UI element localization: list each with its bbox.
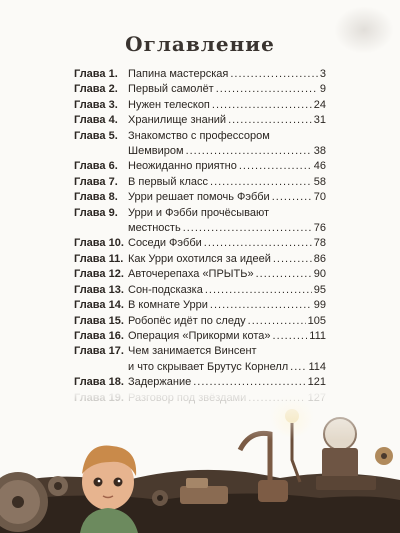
chapter-num: 5. bbox=[108, 129, 118, 142]
toc-entry bbox=[74, 175, 326, 190]
dot-leader bbox=[273, 252, 312, 267]
chapter-prefix: Глава bbox=[74, 299, 106, 312]
dot-leader bbox=[210, 175, 312, 190]
dot-leader bbox=[256, 267, 312, 282]
toc-entry bbox=[74, 98, 326, 113]
page-number: 78 bbox=[313, 237, 326, 250]
chapter-prefix: Глава bbox=[74, 268, 106, 281]
dot-leader bbox=[290, 360, 306, 375]
chapter-title: В первый класс bbox=[128, 175, 209, 188]
chapter-num: 10. bbox=[108, 237, 124, 250]
dot-leader bbox=[248, 314, 306, 329]
chapter-number bbox=[74, 190, 128, 205]
chapter-title: Урри решает помочь Фэбби bbox=[128, 191, 270, 204]
chapter-title: и что скрывает Брутус Корнелл bbox=[128, 360, 289, 373]
chapter-title: Робопёс идёт по следу bbox=[128, 314, 246, 327]
chapter-title: В комнате Урри bbox=[128, 299, 208, 312]
chapter-title: Знакомство с профессором bbox=[128, 129, 270, 142]
dot-leader bbox=[273, 329, 308, 344]
toc-entry bbox=[74, 252, 326, 267]
chapter-prefix: Глава bbox=[74, 98, 106, 111]
chapter-num: 13. bbox=[108, 283, 124, 296]
dot-leader bbox=[193, 375, 305, 390]
page-number: 38 bbox=[313, 145, 326, 158]
toc-entry bbox=[74, 113, 326, 128]
page-number: 9 bbox=[319, 83, 326, 96]
chapter-number bbox=[74, 236, 128, 251]
chapter-title: Урри и Фэбби прочёсывают bbox=[128, 206, 269, 219]
chapter-num: 18. bbox=[108, 376, 124, 389]
chapter-prefix: Глава bbox=[74, 191, 106, 204]
chapter-prefix: Глава bbox=[74, 129, 106, 142]
toc-entry bbox=[74, 344, 326, 375]
chapter-num: 7. bbox=[108, 175, 118, 188]
page-number: 58 bbox=[313, 175, 326, 188]
chapter-title: Папина мастерская bbox=[128, 68, 229, 80]
chapter-prefix: Глава bbox=[74, 175, 106, 188]
chapter-number bbox=[74, 129, 128, 144]
chapter-num: 2. bbox=[108, 83, 118, 96]
page-number: 90 bbox=[313, 268, 326, 281]
chapter-title: Первый самолёт bbox=[128, 83, 214, 96]
toc-entry bbox=[74, 159, 326, 174]
chapter-number bbox=[74, 206, 128, 221]
chapter-prefix: Глава bbox=[74, 237, 106, 250]
chapter-num: 16. bbox=[108, 329, 124, 342]
chapter-num: 1. bbox=[108, 68, 118, 80]
page-number: 3 bbox=[319, 68, 326, 80]
dot-leader bbox=[205, 283, 312, 298]
chapter-title: Шемвиром bbox=[128, 145, 184, 158]
chapter-num: 3. bbox=[108, 98, 118, 111]
toc-entry bbox=[74, 82, 326, 97]
chapter-title: Хранилище знаний bbox=[128, 114, 227, 127]
chapter-num: 11. bbox=[108, 252, 124, 265]
page-number: 46 bbox=[313, 160, 326, 173]
chapter-prefix: Глава bbox=[74, 206, 106, 219]
toc-entry bbox=[74, 329, 326, 344]
chapter-number bbox=[74, 267, 128, 282]
chapter-title: Чем занимается Винсент bbox=[128, 345, 257, 358]
page-number: 76 bbox=[313, 222, 326, 235]
chapter-num: 12. bbox=[108, 268, 124, 281]
toc-entry bbox=[74, 267, 326, 282]
chapter-title: Сон-подсказка bbox=[128, 283, 203, 296]
chapter-title: Неожиданно приятно bbox=[128, 160, 237, 173]
chapter-number bbox=[74, 329, 128, 344]
chapter-number bbox=[74, 314, 128, 329]
chapter-prefix: Глава bbox=[74, 314, 106, 327]
chapter-prefix: Глава bbox=[74, 345, 106, 358]
chapter-number bbox=[74, 252, 128, 267]
toc-entry bbox=[74, 206, 326, 237]
chapter-num: 9. bbox=[108, 206, 118, 219]
toc-entry bbox=[74, 298, 326, 313]
page-number: 31 bbox=[313, 114, 326, 127]
dot-leader bbox=[272, 190, 312, 205]
dot-leader bbox=[186, 144, 312, 159]
chapter-num: 4. bbox=[108, 114, 118, 127]
page-number: 24 bbox=[313, 98, 326, 111]
chapter-title: Операция «Прикорми кота» bbox=[128, 329, 271, 342]
chapter-prefix: Глава bbox=[74, 114, 106, 127]
chapter-title: Нужен телескоп bbox=[128, 98, 210, 111]
table-of-contents bbox=[74, 67, 326, 406]
dot-leader bbox=[216, 82, 318, 97]
chapter-num: 15. bbox=[108, 314, 124, 327]
chapter-num: 6. bbox=[108, 160, 118, 173]
page-number: 105 bbox=[307, 314, 326, 327]
workshop-illustration bbox=[0, 390, 400, 533]
chapter-prefix: Глава bbox=[74, 283, 106, 296]
dot-leader bbox=[212, 98, 312, 113]
dot-leader bbox=[230, 67, 318, 82]
page-number: 95 bbox=[313, 283, 326, 296]
toc-entry bbox=[74, 375, 326, 390]
chapter-title: местность bbox=[128, 222, 181, 235]
chapter-title: Как Урри охотился за идеей bbox=[128, 252, 271, 265]
toc-entry bbox=[74, 129, 326, 160]
chapter-number bbox=[74, 67, 128, 82]
page-number: 121 bbox=[307, 376, 326, 389]
chapter-number bbox=[74, 375, 128, 390]
page-number: 111 bbox=[309, 329, 326, 342]
dot-leader bbox=[228, 113, 312, 128]
chapter-num: 17. bbox=[108, 345, 124, 358]
chapter-number bbox=[74, 298, 128, 313]
chapter-num: 14. bbox=[108, 299, 124, 312]
chapter-number bbox=[74, 344, 128, 359]
toc-entry bbox=[74, 190, 326, 205]
toc-entry bbox=[74, 283, 326, 298]
chapter-prefix: Глава bbox=[74, 329, 106, 342]
chapter-number bbox=[74, 175, 128, 190]
page-number: 114 bbox=[308, 360, 326, 373]
page-number: 70 bbox=[313, 191, 326, 204]
chapter-number bbox=[74, 113, 128, 128]
dot-leader bbox=[204, 236, 312, 251]
chapter-title: Соседи Фэбби bbox=[128, 237, 202, 250]
chapter-number bbox=[74, 82, 128, 97]
dot-leader bbox=[210, 298, 312, 313]
dot-leader bbox=[183, 221, 312, 236]
toc-entry bbox=[74, 236, 326, 251]
chapter-prefix: Глава bbox=[74, 252, 106, 265]
chapter-prefix: Глава bbox=[74, 376, 106, 389]
page-title: Оглавление bbox=[125, 32, 275, 56]
chapter-number bbox=[74, 98, 128, 113]
chapter-title: Авточерепаха «ПРЫТЬ» bbox=[128, 268, 254, 281]
toc-entry bbox=[74, 67, 326, 82]
toc-entry bbox=[74, 314, 326, 329]
chapter-prefix: Глава bbox=[74, 160, 106, 173]
chapter-number bbox=[74, 283, 128, 298]
page-number: 86 bbox=[313, 252, 326, 265]
chapter-title: Задержание bbox=[128, 376, 192, 389]
chapter-number bbox=[74, 159, 128, 174]
chapter-num: 8. bbox=[108, 191, 118, 204]
page-number: 99 bbox=[313, 299, 326, 312]
dot-leader bbox=[239, 159, 312, 174]
chapter-prefix: Глава bbox=[74, 83, 106, 96]
chapter-prefix: Глава bbox=[74, 68, 106, 80]
